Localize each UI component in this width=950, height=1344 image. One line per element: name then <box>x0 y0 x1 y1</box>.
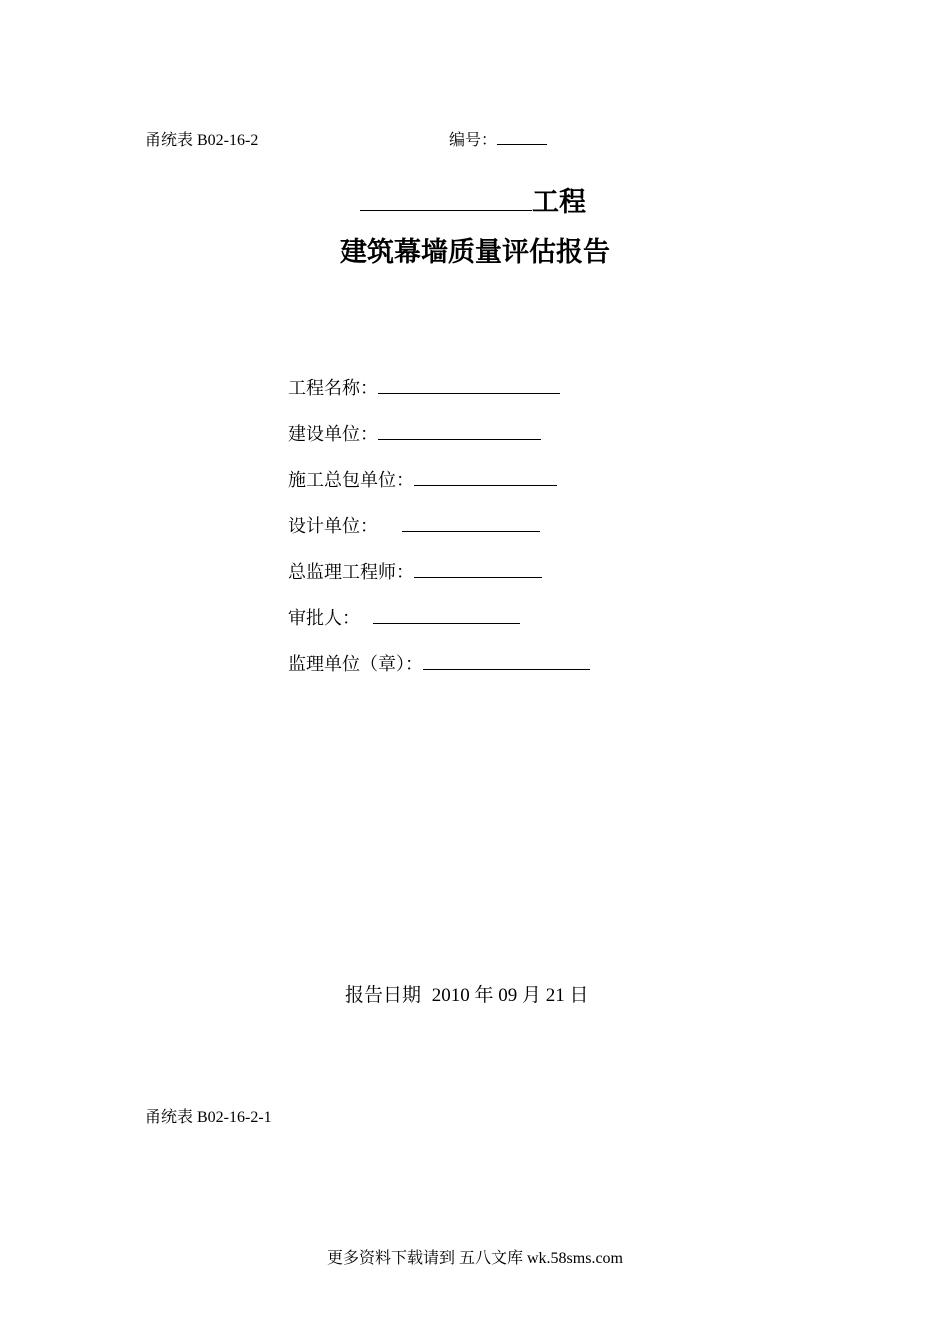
field-blank <box>414 576 542 578</box>
document-title: 建筑幕墙质量评估报告 <box>340 237 610 268</box>
field-chief-supervisor <box>288 558 542 584</box>
field-approver <box>288 604 520 630</box>
field-label: 总监理工程师： <box>288 562 414 582</box>
field-design-unit <box>288 512 540 538</box>
field-blank <box>414 484 557 486</box>
report-date <box>345 980 589 1007</box>
field-general-contractor <box>288 466 557 492</box>
field-blank <box>378 392 560 394</box>
field-label: 工程名称： <box>288 378 378 398</box>
form-code: 甬统表 B02-16-2 <box>145 132 259 149</box>
field-blank <box>423 668 590 670</box>
field-construction-unit <box>288 420 541 446</box>
field-label: 设计单位： <box>288 516 378 536</box>
field-label: 监理单位（章）： <box>288 654 423 674</box>
field-blank <box>402 530 540 532</box>
project-name-blank <box>360 209 532 211</box>
field-label: 建设单位： <box>288 424 378 444</box>
number-blank <box>497 143 547 145</box>
number-label: 编号： <box>449 132 498 149</box>
title-line1 <box>360 180 586 219</box>
footer-site-text: 更多资料下载请到 五八文库 wk.58sms.com <box>326 1250 623 1267</box>
field-project-name <box>288 374 560 400</box>
number-field <box>449 127 547 150</box>
field-blank <box>373 622 520 624</box>
field-supervision-unit-seal <box>288 650 590 676</box>
title-suffix: 工程 <box>532 187 586 218</box>
field-blank <box>378 438 541 440</box>
field-label: 审批人： <box>288 608 360 628</box>
form-code-2: 甬统表 B02-16-2-1 <box>145 1109 272 1126</box>
report-date-label: 报告日期 <box>345 985 422 1006</box>
report-date-value: 2010 年 09 月 21 日 <box>431 985 589 1006</box>
field-label: 施工总包单位： <box>288 470 414 490</box>
